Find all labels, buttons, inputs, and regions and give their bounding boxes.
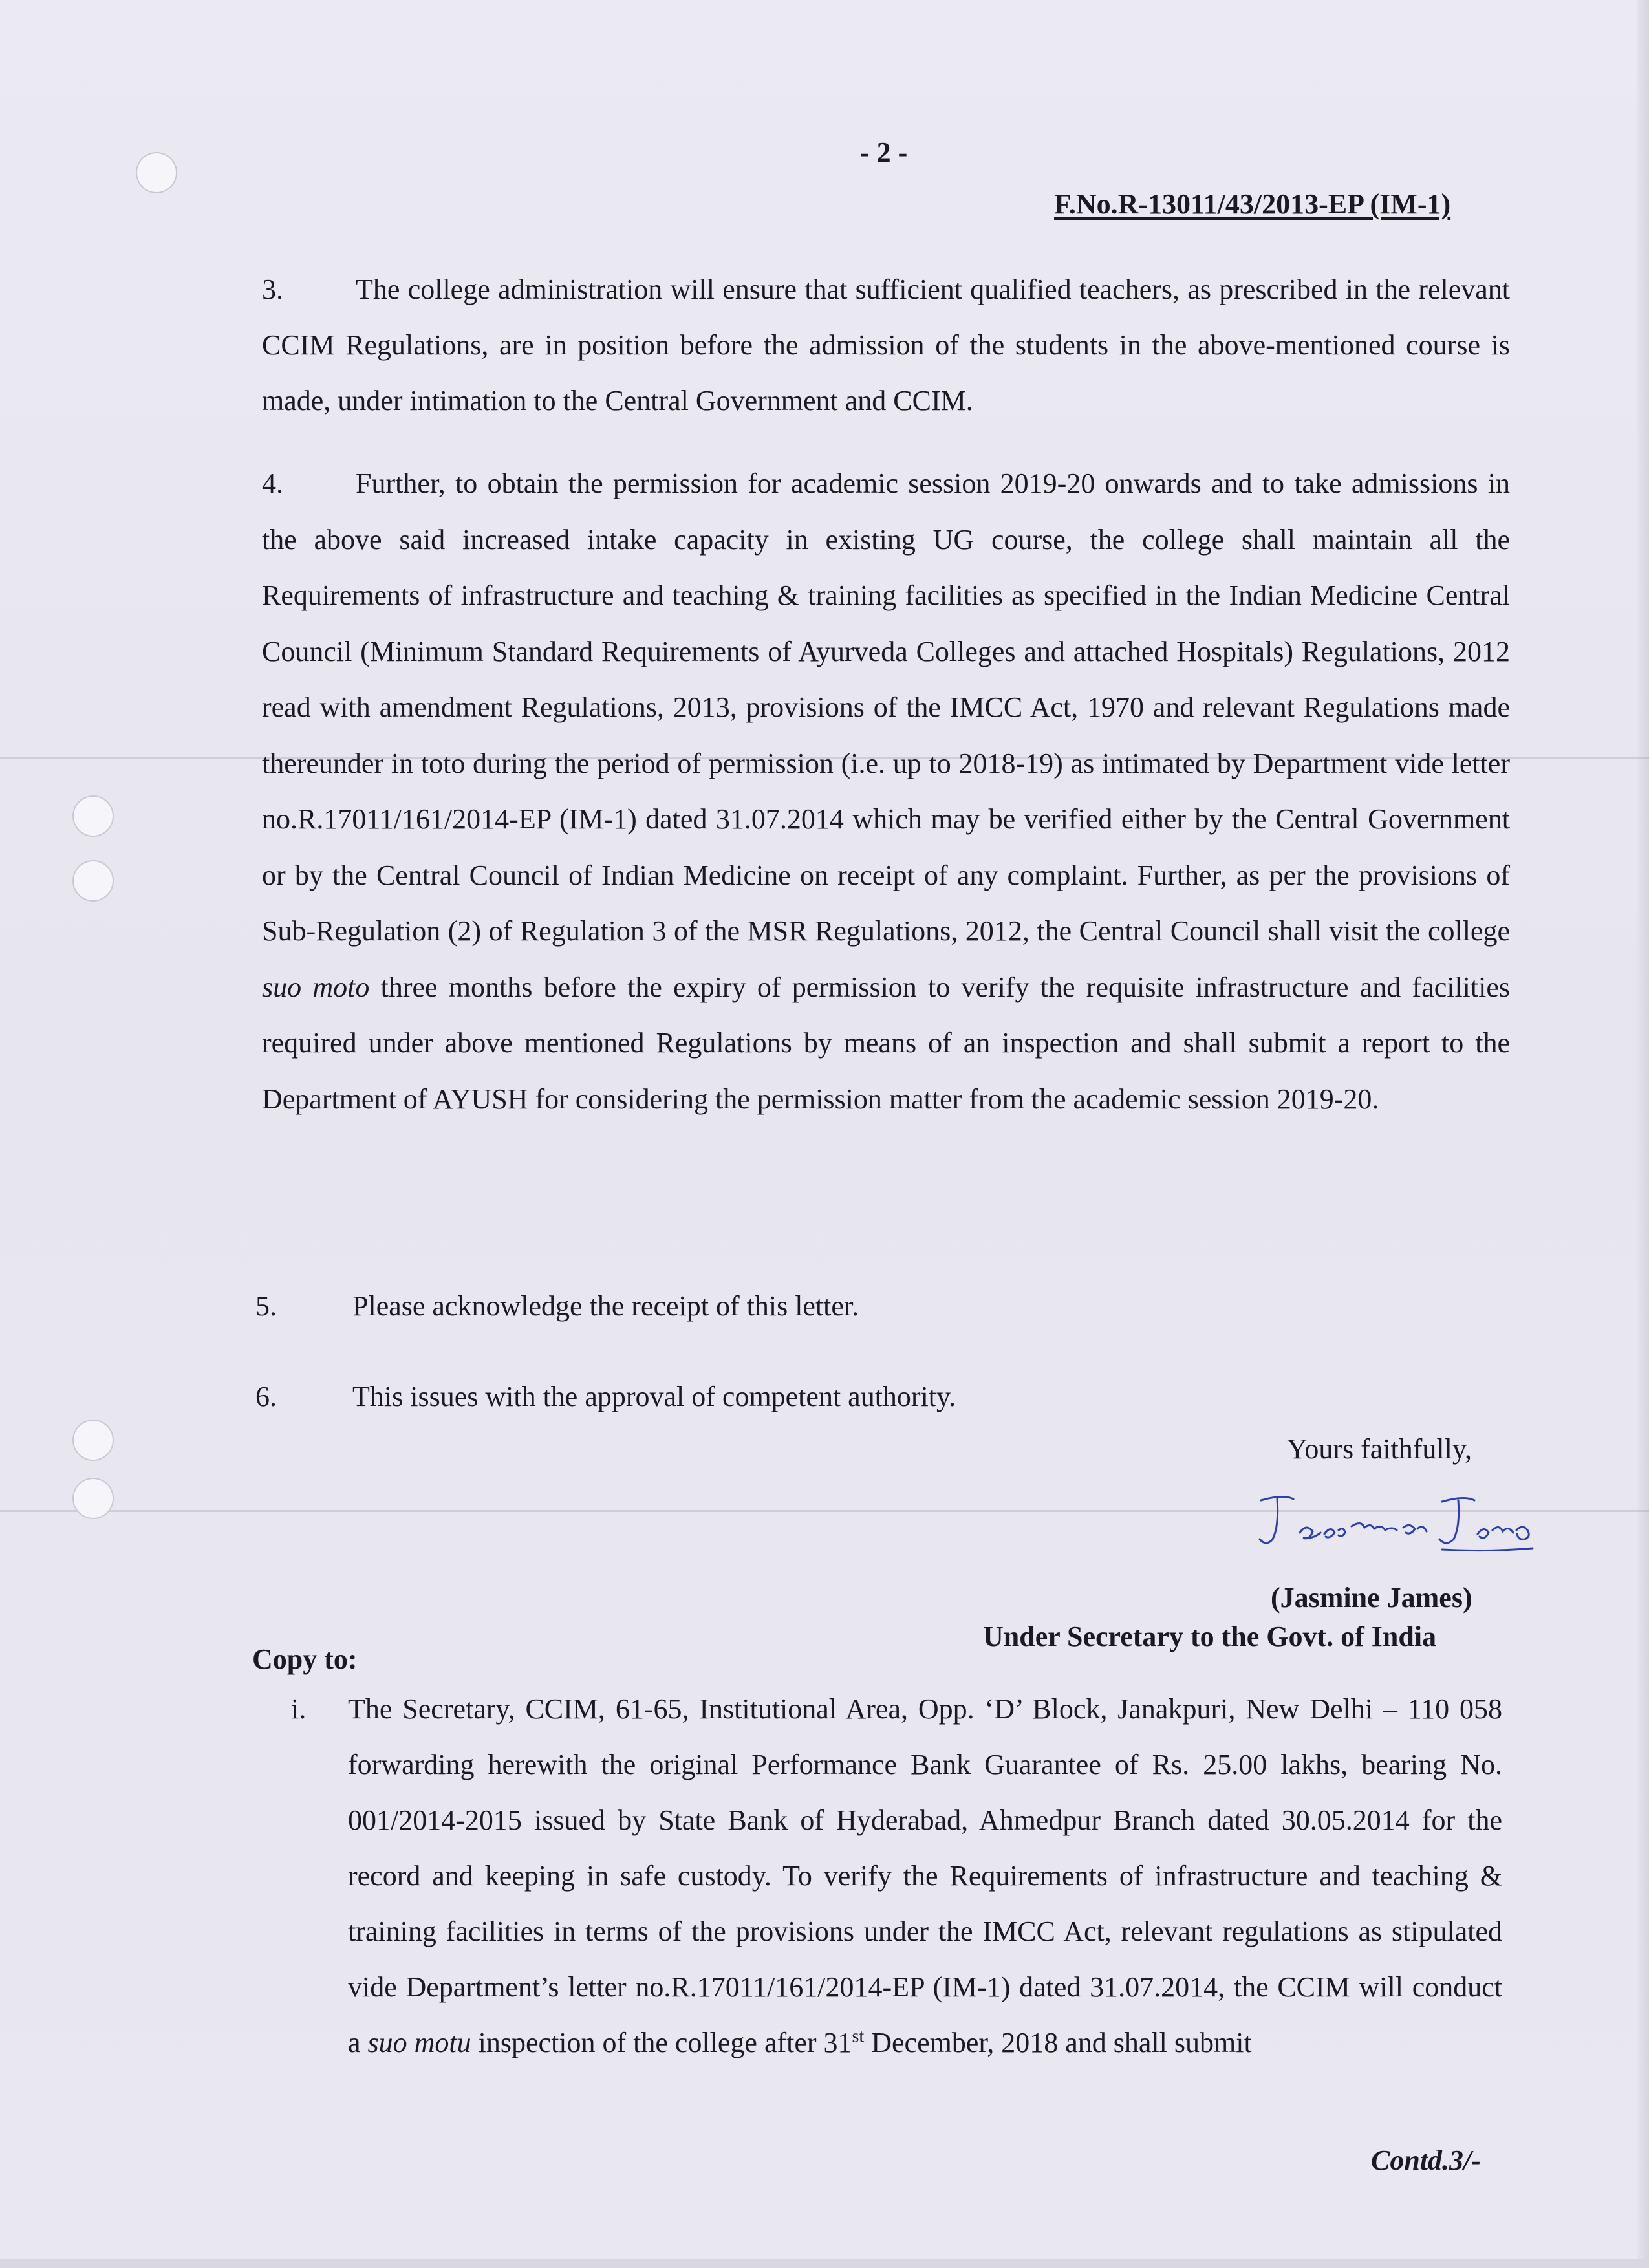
- paragraph-3: [262, 262, 1510, 429]
- paragraph-text: Further, to obtain the permission for academic session 2019-20 onwards and to take admissions in the above said increased intake capacity in existing UG course, the college shall maintain all the Requirements of infrastructure and teaching & training facilities as specified in the Indian Medicine Central Council (Minimum Standard Requirements of Ayurveda Colleges and attached Hospitals) Regulations, 2012 read with amendment Regulations, 2013, provisions of the IMCC Act, 1970 and relevant Regulations made thereunder in toto during the period of permission (i.e. up to 2018-19) as intimated by Department vide letter no.R.17011/161/2014-EP (IM-1) dated 31.07.2014 which may be verified either by the Central Government or by the Central Council of Indian Medicine on receipt of any complaint. Further, as per the provisions of Sub-Regulation (2) of Regulation 3 of the MSR Regulations, 2012, the Central Council shall visit the college: [262, 468, 1510, 947]
- continued-marker: Contd.3/-: [1371, 2144, 1481, 2176]
- punch-hole: [72, 860, 114, 902]
- superscript: st: [852, 2026, 865, 2047]
- paragraph-text: three months before the expiry of permission to verify the requisite infrastructure and facilities required under above mentioned Regulations by means of an inspection and shall submit a report to the Department of AYUSH for considering the permission matter from the academic session 2019-20.: [262, 971, 1511, 1115]
- paragraph-number: 3.: [262, 274, 283, 305]
- page-number: - 2 -: [860, 136, 908, 168]
- handwritten-signature: [1248, 1487, 1539, 1575]
- copy-item: [348, 1681, 1502, 2071]
- copy-item-marker: i.: [291, 1693, 307, 1725]
- copy-item-text: inspection of the college after 31: [478, 2027, 852, 2058]
- punch-hole: [72, 1478, 114, 1519]
- punch-hole: [136, 152, 177, 193]
- punch-hole: [72, 1420, 114, 1461]
- paragraph-number: 5.: [255, 1290, 277, 1322]
- paper-edge: [0, 2259, 1649, 2268]
- punch-hole: [72, 795, 114, 837]
- paragraph-number: 4.: [262, 468, 283, 499]
- paragraph-4: [262, 456, 1510, 1127]
- closing-salutation: Yours faithfully,: [1287, 1433, 1472, 1465]
- paragraph-5: [255, 1287, 859, 1326]
- paragraph-text: The college administration will ensure that sufficient qualified teachers, as prescribed in the relevant CCIM Regulations, are in position before the admission of the students in the above-mentioned course is made, under intimation to the Central Government and CCIM.: [262, 274, 1510, 416]
- signatory-designation: Under Secretary to the Govt. of India: [983, 1621, 1437, 1652]
- copy-item-text: December, 2018 and shall submit: [871, 2027, 1252, 2058]
- paragraph-text: This issues with the approval of competent authority.: [352, 1381, 956, 1412]
- copy-item-text: The Secretary, CCIM, 61-65, Institutional Area, Opp. ‘D’ Block, Janakpuri, New Delhi – 110 058 forwarding herewith the original Performance Bank Guarantee of Rs. 25.00 lakhs, bearing No. 001/2014-2015 issued by State Bank of Hyderabad, Ahmedpur Branch dated 30.05.2014 for the record and keeping in safe custody. To verify the Requirements of infrastructure and teaching & training facilities in terms of the provisions under the IMCC Act, relevant regulations as stipulated vide Department’s letter no.R.17011/161/2014-EP (IM-1) dated 31.07.2014, the CCIM will conduct a: [348, 1693, 1502, 2058]
- file-number: F.No.R-13011/43/2013-EP (IM-1): [1054, 188, 1451, 220]
- copy-item-italic-text: suo motu: [367, 2027, 471, 2058]
- paragraph-number: 6.: [255, 1381, 277, 1412]
- paragraph-italic-text: suo moto: [262, 971, 370, 1003]
- paragraph-text: Please acknowledge the receipt of this letter.: [352, 1290, 859, 1322]
- signatory-name: (Jasmine James): [1271, 1582, 1472, 1614]
- paper-edge: [1637, 0, 1649, 2268]
- paragraph-6: [255, 1377, 956, 1416]
- copy-to-heading: Copy to:: [252, 1643, 358, 1675]
